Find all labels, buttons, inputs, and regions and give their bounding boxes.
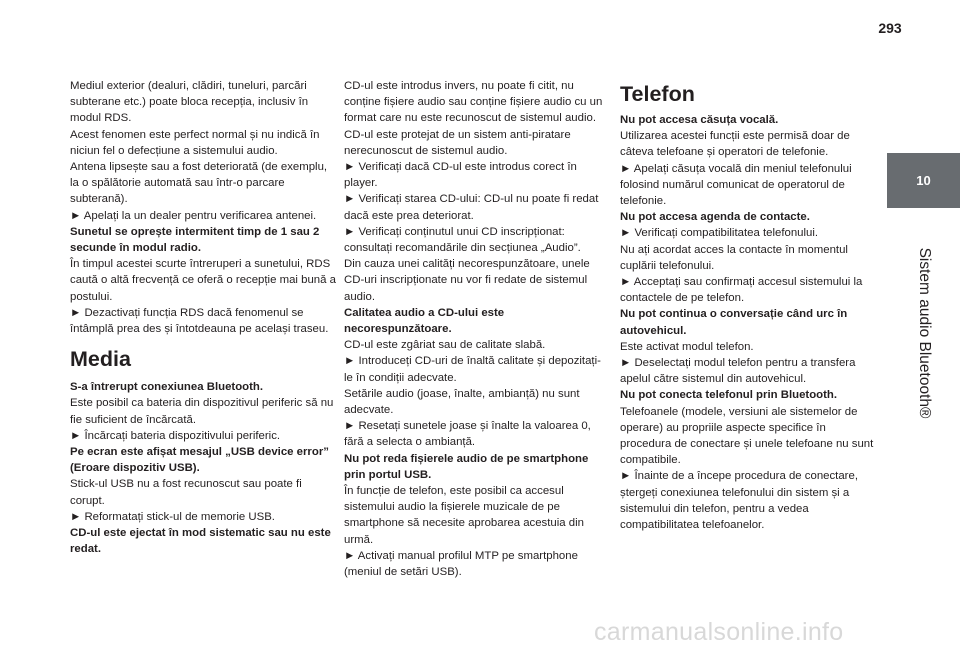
paragraph: ► Apelați căsuța vocală din meniul telefonului folosind numărul comunicat de operatorul de telefonie.: [620, 162, 852, 208]
paragraph: Din cauza unei calități necorespunzătoare, unele CD-uri inscripționate nu vor fi redate de sistemul audio.: [344, 258, 590, 303]
problem-heading: Sunetul se oprește intermitent timp de 1 sau 2 secunde în modul radio.: [70, 225, 320, 255]
paragraph: Este activat modul telefon.: [620, 340, 754, 353]
paragraph: ► Acceptați sau confirmați accesul sistemului la contactele de pe telefon.: [620, 276, 863, 305]
problem-heading: Pe ecran este afișat mesajul „USB device error” (Eroare dispozitiv USB).: [70, 446, 329, 475]
paragraph: În timpul acestei scurte întreruperi a sunetului, RDS caută o altă frecvență ce oferă o recepție mai bună a postului.: [70, 258, 336, 303]
problem-heading: Nu pot reda fișierele audio de pe smartphone prin portul USB.: [344, 452, 589, 481]
chapter-tab: [887, 153, 960, 208]
text-column-2: [344, 78, 606, 580]
problem-heading: Calitatea audio a CD-ului este necorespunzătoare.: [344, 306, 505, 336]
problem-heading: S-a întrerupt conexiunea Bluetooth.: [70, 381, 264, 394]
paragraph: ► Deselectați modul telefon pentru a transfera apelul către sistemul din autovehicul.: [620, 357, 856, 386]
paragraph: ► Dezactivați funcția RDS dacă fenomenul se întâmplă prea des și întotdeauna pe același traseu.: [70, 306, 329, 336]
problem-heading: Nu pot conecta telefonul prin Bluetooth.: [620, 389, 838, 402]
paragraph: Antena lipsește sau a fost deteriorată (de exemplu, la o spălătorie automată sau într-o parcare subterană).: [70, 161, 328, 206]
paragraph: Mediul exterior (dealuri, clădiri, tuneluri, parcări subterane etc.) poate bloca recepția, inclusiv în modul RDS.: [70, 80, 309, 125]
paragraph: CD-ul este zgâriat sau de calitate slabă.: [344, 339, 546, 352]
problem-heading: Nu pot continua o conversație când urc în autovehicul.: [620, 308, 848, 337]
problem-heading: Nu pot accesa căsuța vocală.: [620, 114, 779, 126]
paragraph: ► Apelați la un dealer pentru verificarea antenei.: [70, 209, 317, 222]
text-column-1: [70, 78, 338, 557]
paragraph: Telefoanele (modele, versiuni ale sistemelor de operare) au propriile aspecte specifice în procedura de conectare și unele telefoane nu sunt compatibile.: [620, 405, 874, 467]
paragraph: Nu ați acordat acces la contacte în momentul cuplării telefonului.: [620, 243, 848, 272]
paragraph: ► Verificați dacă CD-ul este introdus corect în player.: [344, 161, 577, 190]
paragraph: Utilizarea acestei funcții este permisă doar de câteva telefoane și operatori de telefonie.: [620, 130, 850, 159]
paragraph: ► Activați manual profilul MTP pe smartphone (meniul de setări USB).: [344, 549, 578, 579]
text-column-3: [620, 81, 878, 533]
problem-heading: Nu pot accesa agenda de contacte.: [620, 211, 810, 224]
paragraph: CD-ul este introdus invers, nu poate fi citit, nu conține fișiere audio sau conține fișiere audio cu un format care nu este recunoscut de sistemul audio.: [344, 80, 603, 125]
chapter-number: 10: [916, 173, 931, 188]
paragraph: În funcție de telefon, este posibil ca accesul sistemului audio la fișierele muzicale de pe smartphone să necesite aprobarea acestuia din urmă.: [344, 485, 584, 546]
paragraph: Stick-ul USB nu a fost recunoscut sau poate fi corupt.: [70, 478, 302, 507]
paragraph: ► Reformatați stick-ul de memorie USB.: [70, 510, 275, 523]
paragraph: ► Resetați sunetele joase și înalte la valoarea 0, fără a selecta o ambianță.: [344, 420, 591, 449]
paragraph: ► Verificați conținutul unui CD inscripționat: consultați recomandările din secțiunea „Audio”.: [344, 225, 581, 255]
paragraph: Setările audio (joase, înalte, ambianță) nu sunt adecvate.: [344, 387, 580, 417]
paragraph: ► Încărcați bateria dispozitivului periferic.: [70, 429, 281, 442]
paragraph: Este posibil ca bateria din dispozitivul periferic să nu fie suficient de încărcată.: [70, 397, 334, 426]
chapter-title: Sistem audio Bluetooth®: [915, 247, 933, 419]
chapter-title-container: [887, 208, 960, 458]
paragraph: ► Verificați compatibilitatea telefonului.: [620, 227, 819, 240]
section-heading: Telefon: [620, 82, 695, 106]
watermark: carmanualsonline.info: [594, 618, 844, 646]
paragraph: ► Verificați starea CD-ului: CD-ul nu poate fi redat dacă este prea deteriorat.: [344, 193, 599, 222]
paragraph: ► Introduceți CD-uri de înaltă calitate și depozitați-le în condiții adecvate.: [344, 355, 601, 384]
problem-heading: CD-ul este ejectat în mod sistematic sau nu este redat.: [70, 527, 331, 556]
section-heading: Media: [70, 347, 131, 372]
paragraph: ► Înainte de a începe procedura de conectare, ștergeți conexiunea telefonului din sistem și a sistemului din telefon, pentru a vedea compatibilitatea telefoanelor.: [620, 470, 858, 532]
paragraph: CD-ul este protejat de un sistem anti-piratare nerecunoscut de sistemul audio.: [344, 128, 571, 157]
page-number: 293: [878, 20, 902, 36]
paragraph: Acest fenomen este perfect normal și nu indică în niciun fel o defecțiune a sistemului audio.: [70, 128, 320, 157]
